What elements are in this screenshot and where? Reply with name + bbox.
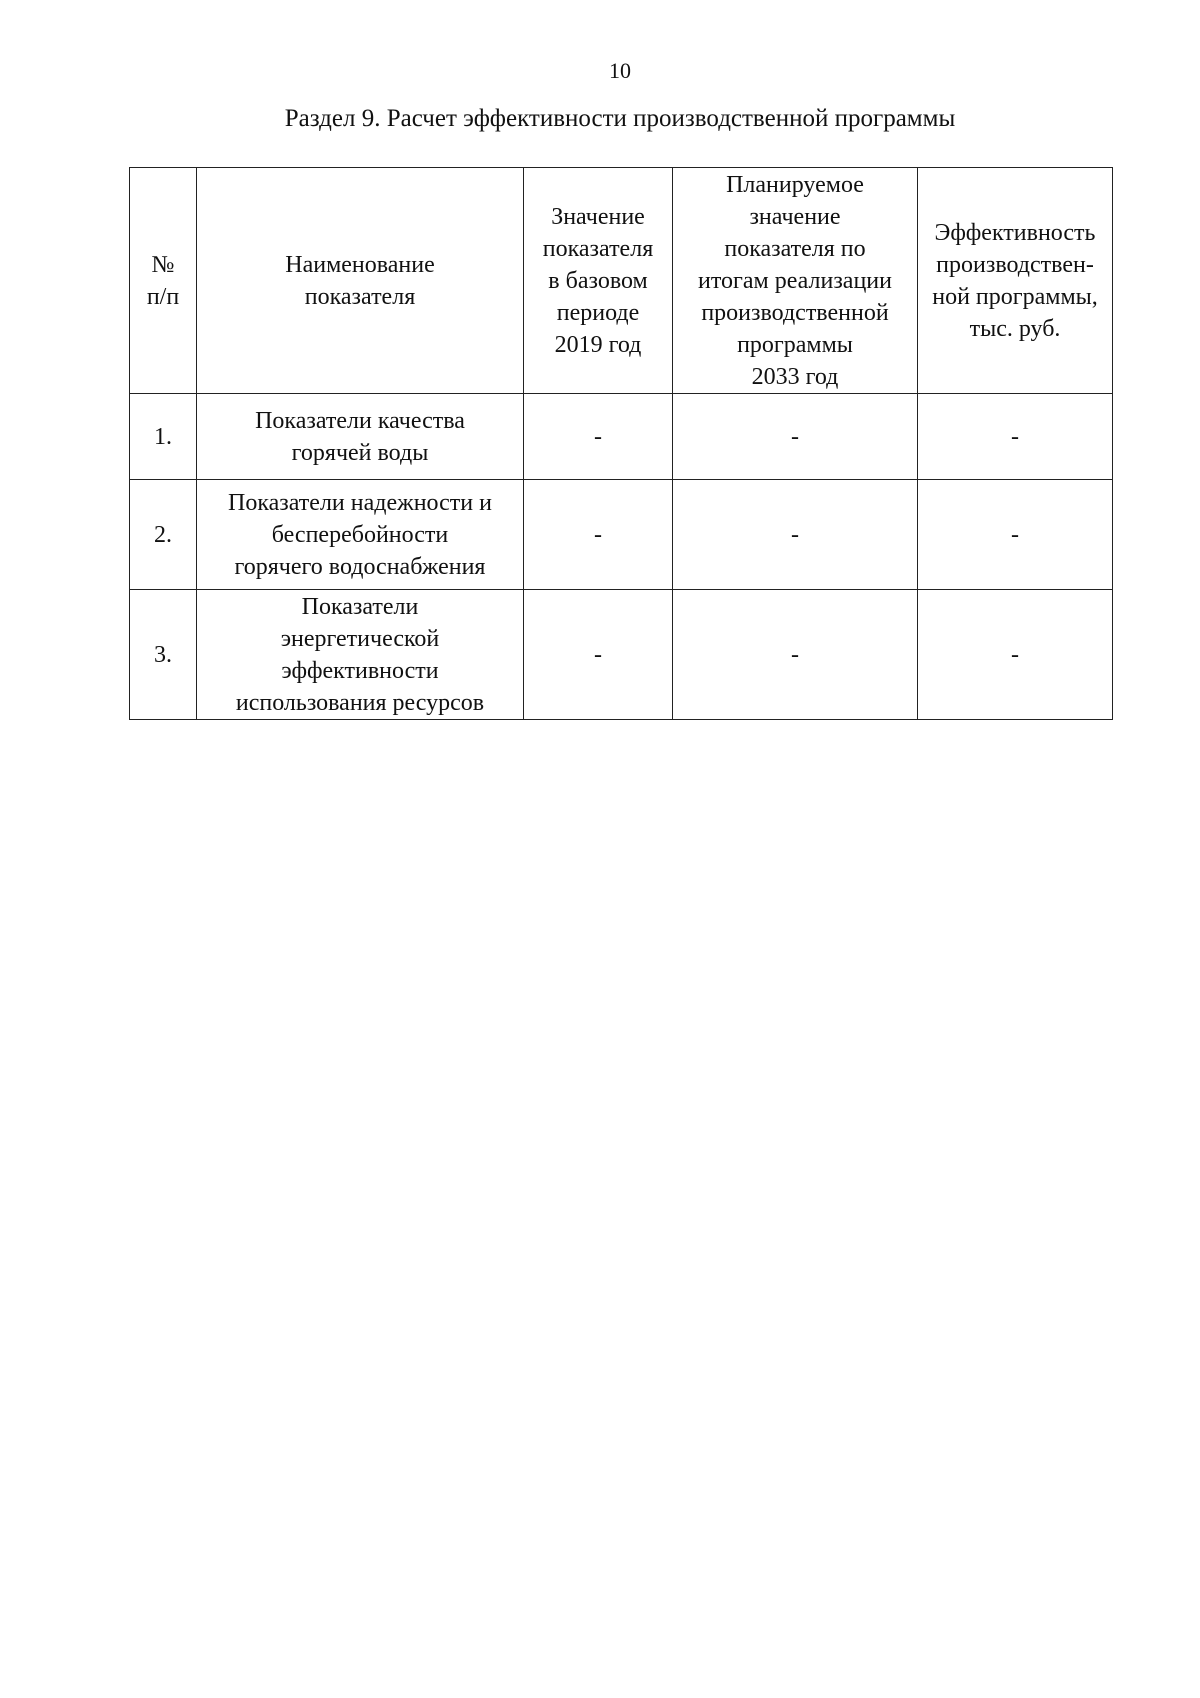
header-planned-value: Планируемое значение показателя по итогам реализации производственной программы 2033 год: [673, 168, 918, 394]
header-efficiency: Эффективность производствен- ной программы, тыс. руб.: [918, 168, 1113, 394]
row-indicator-name: Показатели качества горячей воды: [197, 394, 524, 480]
row-efficiency: -: [918, 480, 1113, 590]
row-base-value: -: [524, 480, 673, 590]
row-efficiency: -: [918, 394, 1113, 480]
row-number: 1.: [130, 394, 197, 480]
table-row: [130, 590, 1113, 720]
row-number: 3.: [130, 590, 197, 720]
row-base-value: -: [524, 394, 673, 480]
page-number: 10: [609, 58, 631, 83]
table-row: [130, 480, 1113, 590]
row-planned-value: -: [673, 590, 918, 720]
row-planned-value: -: [673, 480, 918, 590]
table-header-row: [130, 168, 1113, 394]
row-indicator-name: Показатели энергетической эффективности использования ресурсов: [197, 590, 524, 720]
row-indicator-name: Показатели надежности и бесперебойности горячего водоснабжения: [197, 480, 524, 590]
section-title: Раздел 9. Расчет эффективности производственной программы: [284, 105, 956, 132]
row-base-value: -: [524, 590, 673, 720]
row-efficiency: -: [918, 590, 1113, 720]
row-planned-value: -: [673, 394, 918, 480]
table-row: [130, 394, 1113, 480]
efficiency-table: [129, 167, 1113, 720]
header-base-value: Значение показателя в базовом периоде 2019 год: [524, 168, 673, 394]
row-number: 2.: [130, 480, 197, 590]
header-number: № п/п: [130, 168, 197, 394]
header-indicator-name: Наименование показателя: [197, 168, 524, 394]
